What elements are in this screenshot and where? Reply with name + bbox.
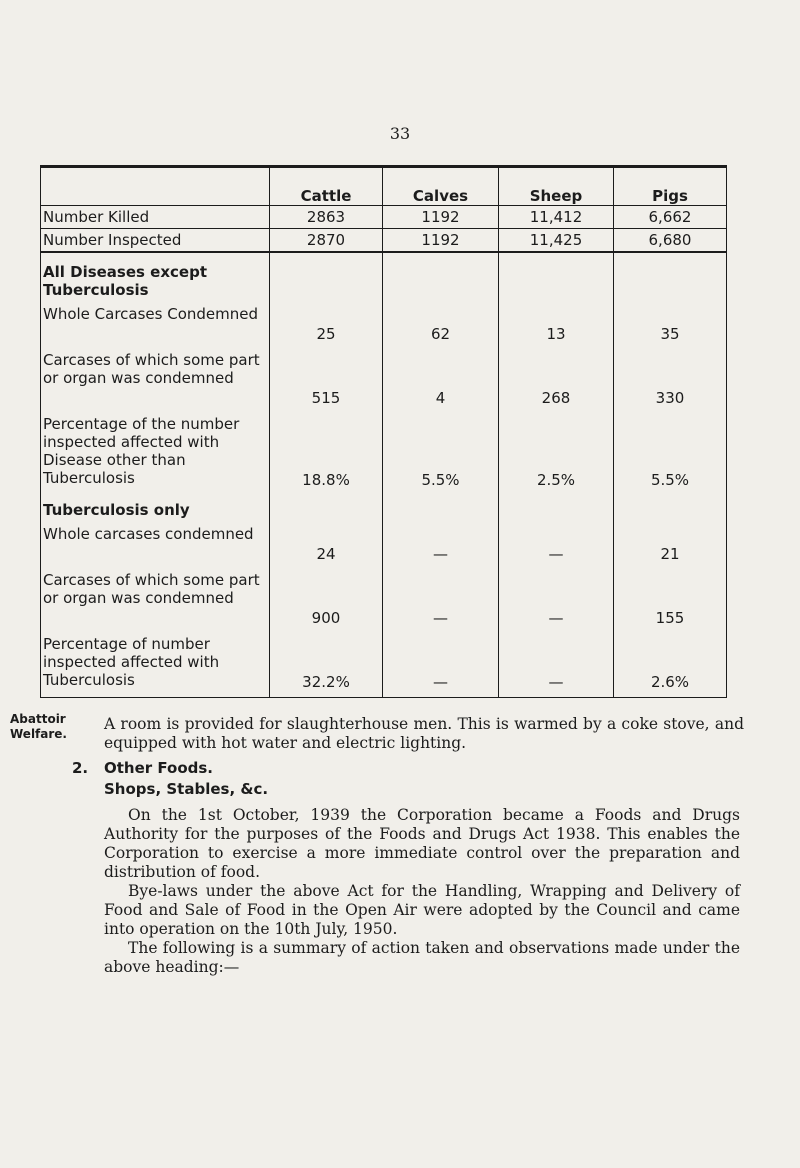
paragraph: Bye-laws under the above Act for the Handling, Wrapping and Delivery of Food and Sale of Food in the Open Air were adopted by the Council and came into operation on the 10th July, 1950. xyxy=(104,882,740,938)
cell-value: 1192 xyxy=(383,229,499,253)
cell-value: 18.8% xyxy=(302,471,350,489)
cattle-column xyxy=(270,252,383,698)
cell-value: 32.2% xyxy=(302,673,350,691)
cell-value: — xyxy=(433,609,448,627)
section-title: Other Foods. xyxy=(104,759,214,777)
cell-value: 2.5% xyxy=(536,471,576,489)
section-number: 2. xyxy=(72,759,89,777)
cell-value: 13 xyxy=(546,325,566,343)
row-label: Whole Carcases Condemned xyxy=(43,305,259,323)
cell-value: 330 xyxy=(655,389,685,407)
section-title-all-diseases: All Diseases except Tuberculosis xyxy=(43,263,208,299)
cell-value: 515 xyxy=(311,389,341,407)
sheep-column xyxy=(499,252,614,698)
paragraph: The following is a summary of action taken and observations made under the above heading:— xyxy=(104,939,740,976)
row-label: Carcases of which some part or organ was condemned xyxy=(43,351,260,387)
row-label: Carcases of which some part or organ was condemned xyxy=(43,571,260,607)
cell-value: 24 xyxy=(316,545,336,563)
section-subtitle: Shops, Stables, &c. xyxy=(104,780,269,798)
cell-value: 900 xyxy=(311,609,341,627)
row-label: Percentage of the number inspected affected with Disease other than Tuberculosis xyxy=(43,415,240,487)
row-label: Number Killed xyxy=(41,206,270,229)
cell-value: 11,412 xyxy=(499,206,614,229)
cell-value: 4 xyxy=(435,389,446,407)
cell-value: 11,425 xyxy=(499,229,614,253)
header-sheep: Sheep xyxy=(499,167,614,206)
side-note-abattoir-welfare: Abattoir Welfare. xyxy=(10,712,67,741)
table-row xyxy=(41,229,727,253)
paragraph: On the 1st October, 1939 the Corporation became a Foods and Drugs Authority for the purposes of the Foods and Drugs Act 1938. This enables the Corporation to exercise a more immediate control over the preparation and distribution of food. xyxy=(104,806,740,881)
header-blank xyxy=(41,167,270,206)
cell-value: 155 xyxy=(655,609,685,627)
abattoir-paragraph: A room is provided for slaughterhouse men. This is warmed by a coke stove, and equipped with hot water and electric lighting. xyxy=(104,715,744,752)
cell-value: 2.6% xyxy=(650,673,690,691)
section-title-tuberculosis: Tuberculosis only xyxy=(43,501,190,519)
cell-value: 35 xyxy=(660,325,680,343)
body-text xyxy=(104,806,740,977)
cell-value: 2863 xyxy=(270,206,383,229)
detail-labels xyxy=(41,252,270,698)
row-label: Whole carcases condemned xyxy=(43,525,254,543)
page-number: 33 xyxy=(389,124,411,143)
cell-value: 2870 xyxy=(270,229,383,253)
table-row xyxy=(41,206,727,229)
cell-value: 21 xyxy=(660,545,680,563)
cell-value: 268 xyxy=(541,389,571,407)
section-heading xyxy=(72,758,268,800)
meat-inspection-table xyxy=(40,165,727,698)
header-calves: Calves xyxy=(383,167,499,206)
table-detail-row xyxy=(41,252,727,698)
cell-value: 1192 xyxy=(383,206,499,229)
row-label: Percentage of number inspected affected with Tuberculosis xyxy=(43,635,220,689)
calves-column xyxy=(383,252,499,698)
cell-value: 5.5% xyxy=(421,471,460,489)
cell-value: 25 xyxy=(316,325,336,343)
pigs-column xyxy=(614,252,727,698)
cell-value: 5.5% xyxy=(650,471,690,489)
header-pigs: Pigs xyxy=(614,167,727,206)
cell-value: 6,680 xyxy=(614,229,727,253)
cell-value: — xyxy=(548,673,564,691)
cell-value: — xyxy=(548,545,564,563)
header-cattle: Cattle xyxy=(270,167,383,206)
table-header-row xyxy=(41,167,727,206)
cell-value: — xyxy=(433,673,448,691)
cell-value: — xyxy=(548,609,564,627)
cell-value: — xyxy=(433,545,448,563)
row-label: Number Inspected xyxy=(41,229,270,253)
cell-value: 6,662 xyxy=(614,206,727,229)
cell-value: 62 xyxy=(430,325,451,343)
